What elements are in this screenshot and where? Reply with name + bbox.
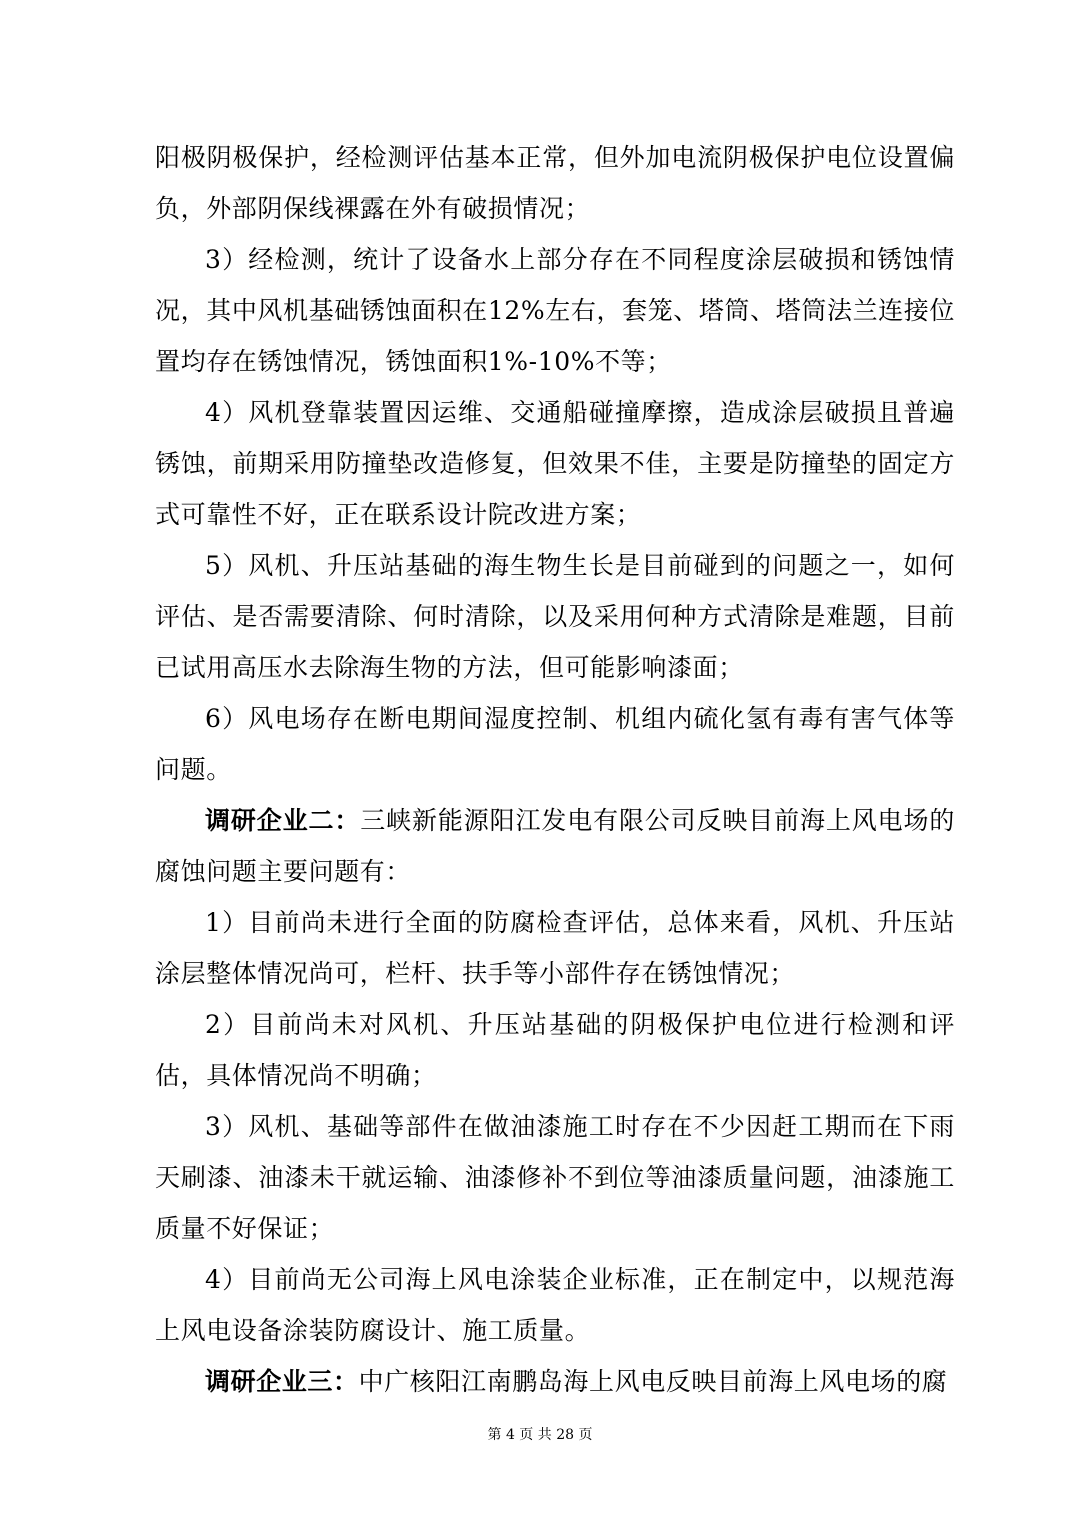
paragraph-11 <box>155 1356 955 1407</box>
paragraph-9 <box>155 1101 955 1254</box>
paragraph-4 <box>155 540 955 693</box>
paragraph-text: 4）目前尚无公司海上风电涂装企业标准，正在制定中，以规范海上风电设备涂装防腐设计、施工质量。 <box>155 1265 955 1345</box>
paragraph-10 <box>155 1254 955 1356</box>
paragraph-8 <box>155 999 955 1101</box>
survey-label: 调研企业三： <box>205 1367 359 1396</box>
paragraph-7 <box>155 897 955 999</box>
paragraph-1 <box>155 132 955 234</box>
document-body <box>155 132 955 1407</box>
page-number: 第 4 页 共 28 页 <box>487 1427 593 1443</box>
paragraph-text: 中广核阳江南鹏岛海上风电反映目前海上风电场的腐 <box>358 1367 948 1396</box>
paragraph-3 <box>155 387 955 540</box>
paragraph-text: 三峡新能源阳江发电有限公司反映目前海上风电场的腐蚀问题主要问题有： <box>155 806 955 886</box>
paragraph-text: 2）目前尚未对风机、升压站基础的阴极保护电位进行检测和评估，具体情况尚不明确； <box>155 1010 955 1090</box>
paragraph-text: 阳极阴极保护，经检测评估基本正常，但外加电流阴极保护电位设置偏负，外部阴保线裸露在外有破损情况； <box>155 143 955 223</box>
paragraph-text: 3）风机、基础等部件在做油漆施工时存在不少因赶工期而在下雨天刷漆、油漆未干就运输、油漆修补不到位等油漆质量问题，油漆施工质量不好保证； <box>155 1112 955 1243</box>
paragraph-text: 5）风机、升压站基础的海生物生长是目前碰到的问题之一，如何评估、是否需要清除、何时清除，以及采用何种方式清除是难题，目前已试用高压水去除海生物的方法，但可能影响漆面； <box>155 551 955 682</box>
page-footer <box>0 1425 1080 1445</box>
paragraph-2 <box>155 234 955 387</box>
paragraph-5 <box>155 693 955 795</box>
paragraph-text: 6）风电场存在断电期间湿度控制、机组内硫化氢有毒有害气体等问题。 <box>155 704 955 784</box>
paragraph-text: 4）风机登靠装置因运维、交通船碰撞摩擦，造成涂层破损且普遍锈蚀，前期采用防撞垫改造修复，但效果不佳，主要是防撞垫的固定方式可靠性不好，正在联系设计院改进方案； <box>155 398 955 529</box>
paragraph-6 <box>155 795 955 897</box>
paragraph-text: 1）目前尚未进行全面的防腐检查评估，总体来看，风机、升压站涂层整体情况尚可，栏杆、扶手等小部件存在锈蚀情况； <box>155 908 955 988</box>
survey-label: 调研企业二： <box>205 806 361 835</box>
paragraph-text: 3）经检测，统计了设备水上部分存在不同程度涂层破损和锈蚀情况，其中风机基础锈蚀面积在12%左右，套笼、塔筒、塔筒法兰连接位置均存在锈蚀情况，锈蚀面积1%-10%不等； <box>155 245 955 376</box>
